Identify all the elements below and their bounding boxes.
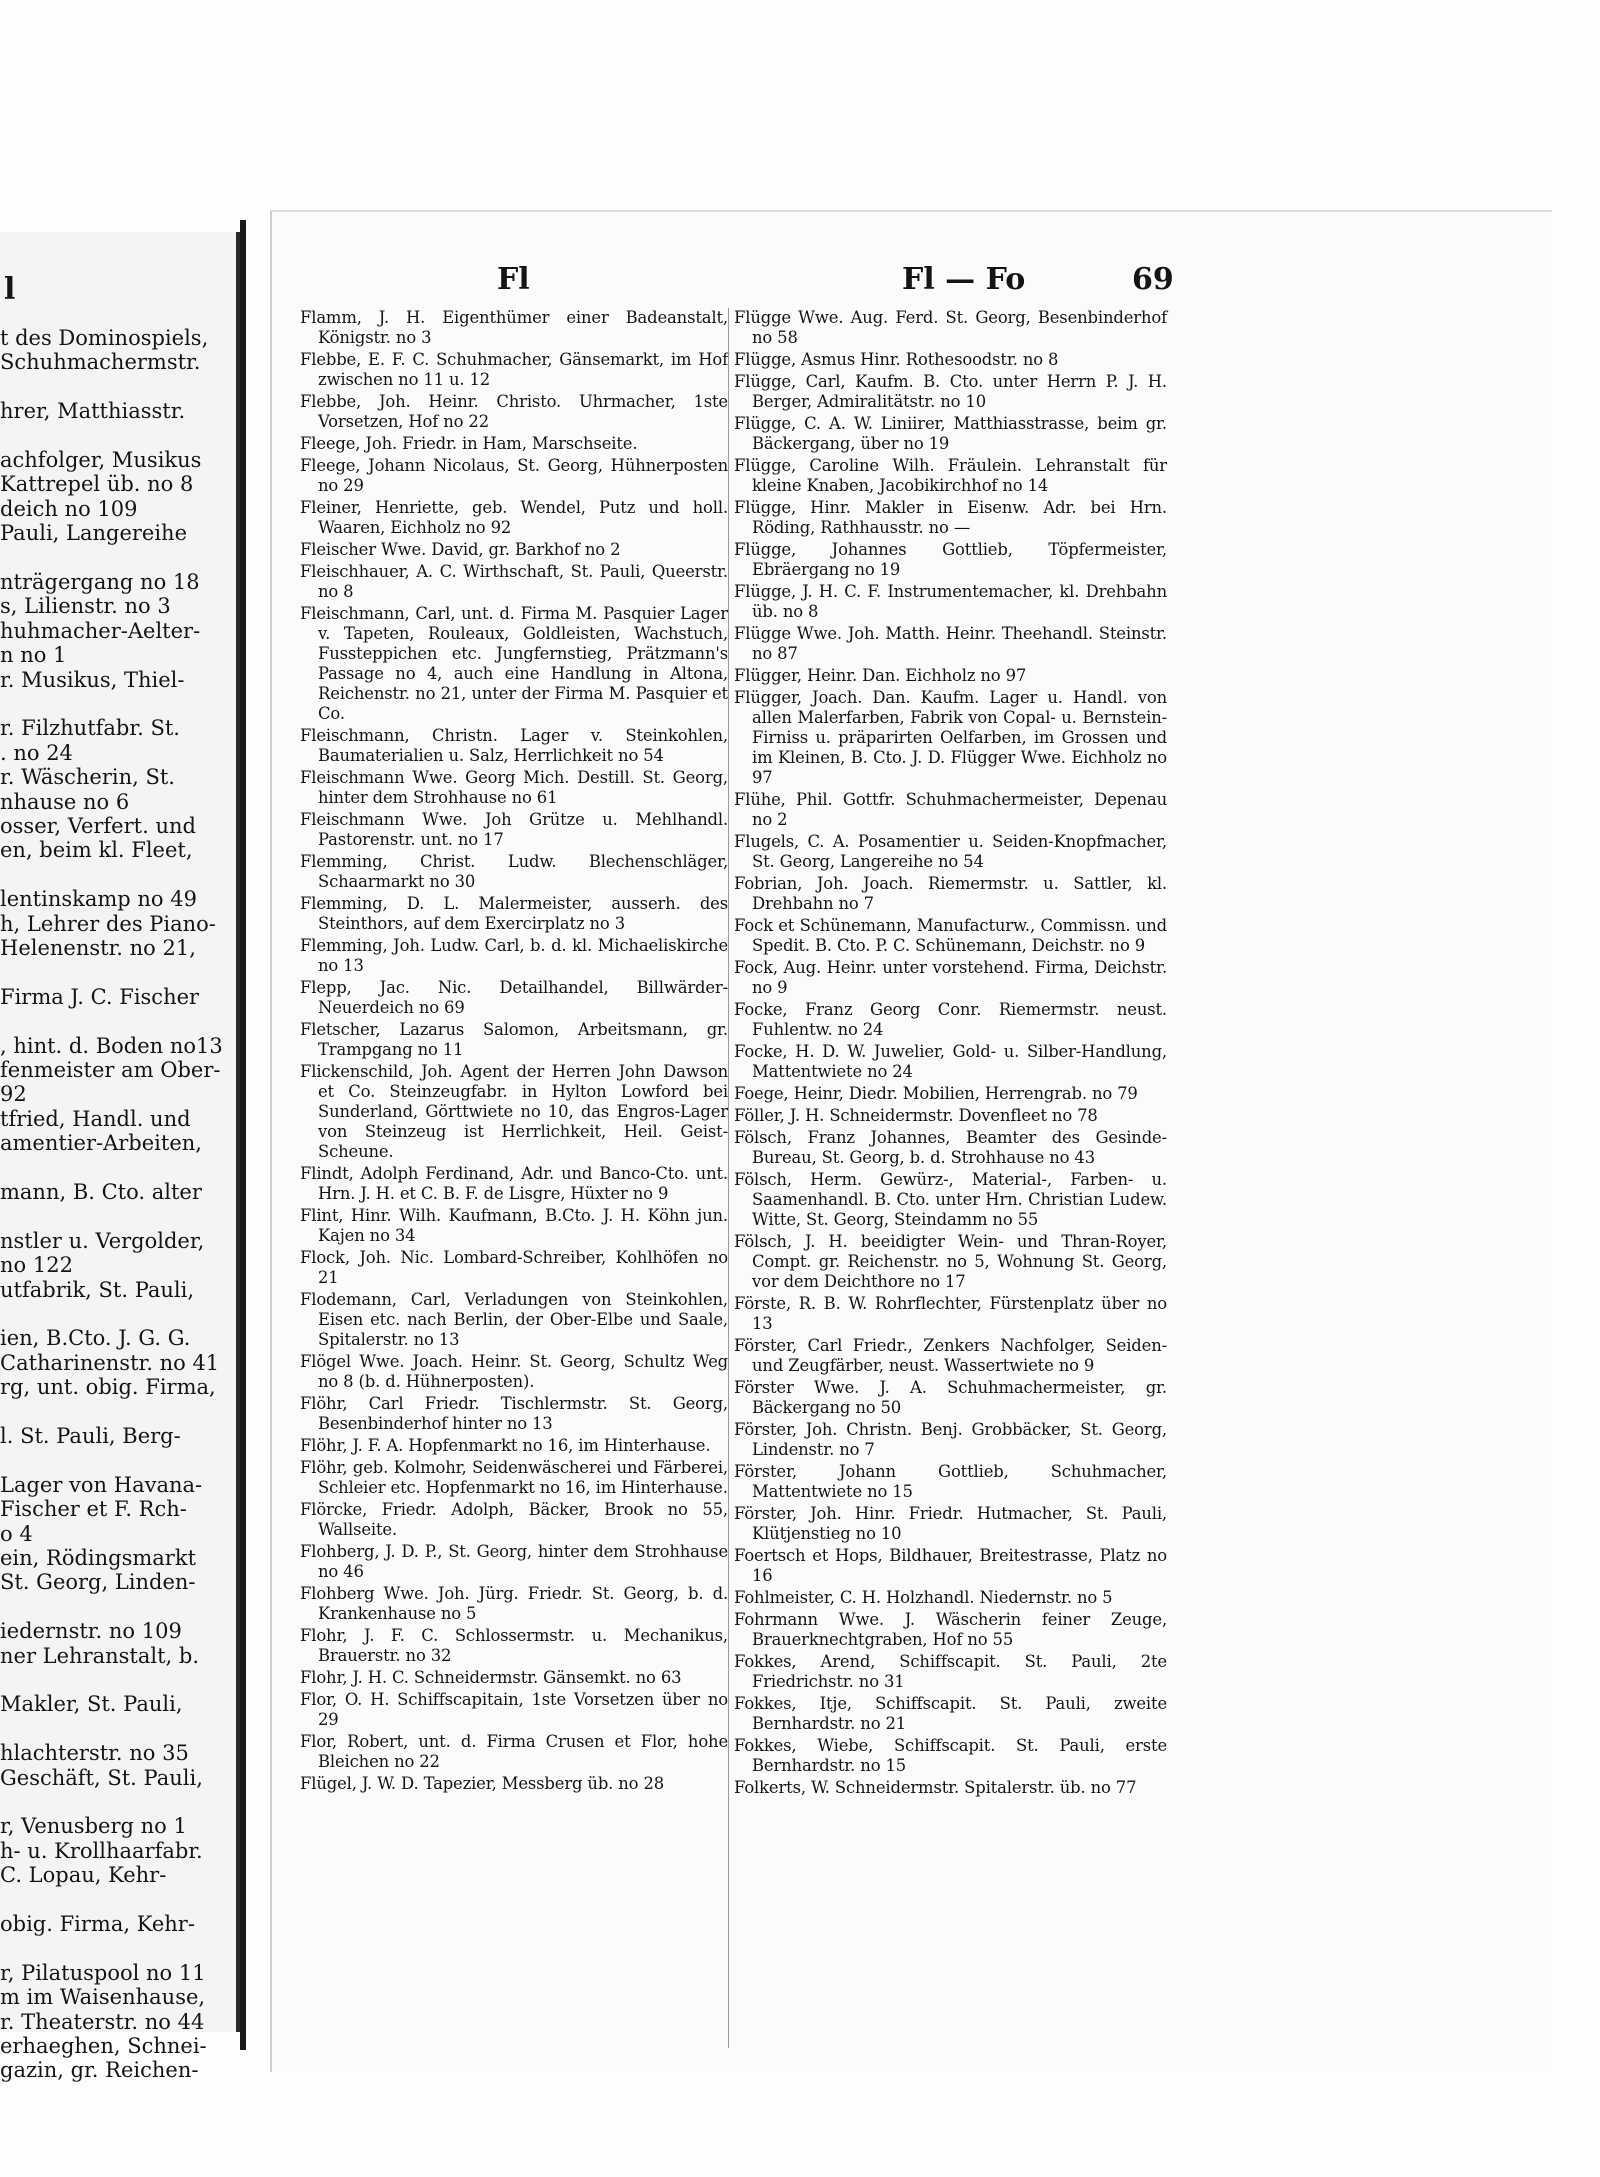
left-page-line: tfried, Handl. und [0, 1106, 191, 1131]
header-right: Fl — Fo [902, 262, 1026, 297]
left-page-line: rg, unt. obig. Firma, [0, 1375, 216, 1400]
directory-entry: Fleischhauer, A. C. Wirthschaft, St. Pauli, Queerstr. no 8 [300, 562, 728, 601]
directory-column-right [734, 308, 1167, 2048]
left-page-line: no 122 [0, 1253, 73, 1278]
directory-entry: Fleege, Joh. Friedr. in Ham, Marschseite. [300, 434, 638, 453]
directory-entry: Focke, H. D. W. Juwelier, Gold- u. Silber-Handlung, Mattentwiete no 24 [734, 1042, 1167, 1081]
left-page-letter: l [4, 272, 16, 307]
left-page-line: h- u. Krollhaarfabr. [0, 1838, 203, 1863]
directory-entry: Flügger, Heinr. Dan. Eichholz no 97 [734, 666, 1027, 685]
left-page-line: Catharinenstr. no 41 [0, 1350, 220, 1375]
left-page-line: huhmacher-Aelter- [0, 618, 201, 643]
left-page-line: r, Venusberg no 1 [0, 1814, 187, 1839]
left-page-line: amentier-Arbeiten, [0, 1131, 202, 1156]
left-page-line: hlachterstr. no 35 [0, 1741, 189, 1766]
directory-entry: Fleischmann Wwe. Georg Mich. Destill. St. Georg, hinter dem Strohhause no 61 [300, 768, 728, 807]
left-page-line: obig. Firma, Kehr- [0, 1912, 195, 1936]
left-page-line: fenmeister am Ober- [0, 1058, 221, 1082]
left-page-line: Firma J. C. Fischer [0, 984, 200, 1009]
directory-entry: Flock, Joh. Nic. Lombard-Schreiber, Kohlhöfen no 21 [300, 1248, 728, 1287]
left-page-line: achfolger, Musikus [0, 448, 202, 472]
left-page-line: erhaeghen, Schnei- [0, 2034, 207, 2058]
directory-entry: Flohberg Wwe. Joh. Jürg. Friedr. St. Georg, b. d. Krankenhause no 5 [300, 1584, 728, 1623]
left-page-line: r. Wäscherin, St. [0, 765, 175, 790]
left-page-line: Helenenstr. no 21, [0, 936, 196, 960]
directory-entry: Fletscher, Lazarus Salomon, Arbeitsmann, gr. Trampgang no 11 [300, 1020, 728, 1059]
directory-entry: Foege, Heinr, Diedr. Mobilien, Herrengrab. no 79 [734, 1084, 1138, 1103]
directory-entry: Fokkes, Arend, Schiffscapit. St. Pauli, 2te Friedrichstr. no 31 [734, 1652, 1167, 1691]
left-page-line: ein, Rödingsmarkt [0, 1546, 197, 1570]
directory-entry: Flügge, Carl, Kaufm. B. Cto. unter Herrn P. J. H. Berger, Admiralitätstr. no 10 [734, 372, 1167, 411]
directory-entry: Folkerts, W. Schneidermstr. Spitalerstr. üb. no 77 [734, 1778, 1137, 1797]
left-page-line: St. Georg, Linden- [0, 1570, 196, 1595]
directory-entry: Flügge, Hinr. Makler in Eisenw. Adr. bei Hrn. Röding, Rathhausstr. no — [734, 498, 1167, 537]
directory-entry: Förster, Joh. Christn. Benj. Grobbäcker, St. Georg, Lindenstr. no 7 [734, 1420, 1167, 1459]
header-left: Fl [497, 262, 530, 297]
left-page-line: en, beim kl. Fleet, [0, 838, 193, 863]
directory-entry: Förster Wwe. J. A. Schuhmachermeister, gr. Bäckergang no 50 [734, 1378, 1167, 1417]
directory-entry: Flohberg, J. D. P., St. Georg, hinter dem Strohhause no 46 [300, 1542, 728, 1581]
left-page-line: , hint. d. Boden no13 [0, 1033, 223, 1058]
directory-entry: Flügger, Joach. Dan. Kaufm. Lager u. Handl. von allen Malerfarben, Fabrik von Copal- u. Bernstein-Firniss u. präparirten Oelfarben, im Grossen und im Kleinen, B. Cto. J. D. Flügger Wwe. Eichholz no 97 [734, 688, 1167, 787]
left-page-line: hrer, Matthiasstr. [0, 399, 186, 424]
directory-entry: Flor, O. H. Schiffscapitain, 1ste Vorsetzen über no 29 [300, 1690, 728, 1729]
left-page-line: t des Dominospiels, [0, 326, 209, 350]
directory-entry: Flügge Wwe. Joh. Matth. Heinr. Theehandl. Steinstr. no 87 [734, 624, 1167, 663]
page-header [272, 262, 1452, 306]
left-page-line: Fischer et F. Rch- [0, 1497, 187, 1522]
left-page-line: r, Pilatuspool no 11 [0, 1960, 206, 1985]
left-page-line: deich no 109 [0, 496, 138, 521]
directory-entry: Flügge, J. H. C. F. Instrumentemacher, kl. Drehbahn üb. no 8 [734, 582, 1167, 621]
directory-entry: Flor, Robert, unt. d. Firma Crusen et Flor, hohe Bleichen no 22 [300, 1732, 728, 1771]
left-page-line: ner Lehranstalt, b. [0, 1643, 200, 1668]
directory-entry: Flemming, D. L. Malermeister, ausserh. des Steinthors, auf dem Exercirplatz no 3 [300, 894, 728, 933]
directory-entry: Föller, J. H. Schneidermstr. Dovenfleet no 78 [734, 1106, 1098, 1125]
directory-entry: Flühe, Phil. Gottfr. Schuhmachermeister, Depenau no 2 [734, 790, 1167, 829]
directory-entry: Flemming, Joh. Ludw. Carl, b. d. kl. Michaeliskirche no 13 [300, 936, 728, 975]
directory-entry: Flindt, Adolph Ferdinand, Adr. und Banco-Cto. unt. Hrn. J. H. et C. B. F. de Lisgre, Hüxter no 9 [300, 1164, 728, 1203]
directory-entry: Flohr, J. F. C. Schlossermstr. u. Mechanikus, Brauerstr. no 32 [300, 1626, 728, 1665]
directory-entry: Fleege, Johann Nicolaus, St. Georg, Hühnerposten no 29 [300, 456, 728, 495]
left-page-line: Lager von Havana- [0, 1472, 203, 1497]
left-page-line: Geschäft, St. Pauli, [0, 1765, 203, 1790]
left-page-line: osser, Verfert. und [0, 814, 196, 838]
directory-entry: Flöhr, J. F. A. Hopfenmarkt no 16, im Hinterhause. [300, 1436, 711, 1455]
directory-entry: Fobrian, Joh. Joach. Riemermstr. u. Sattler, kl. Drehbahn no 7 [734, 874, 1167, 913]
left-page-fragment [0, 232, 240, 2083]
directory-entry: Fock, Aug. Heinr. unter vorstehend. Firma, Deichstr. no 9 [734, 958, 1167, 997]
directory-entry: Fohrmann Wwe. J. Wäscherin feiner Zeuge, Brauerknechtgraben, Hof no 55 [734, 1610, 1167, 1649]
left-page-line: gazin, gr. Reichen- [0, 2058, 199, 2083]
left-page-line: Kattrepel üb. no 8 [0, 472, 194, 497]
left-page-line: h, Lehrer des Piano- [0, 911, 216, 936]
directory-entry: Focke, Franz Georg Conr. Riemermstr. neust. Fuhlentw. no 24 [734, 1000, 1167, 1039]
left-page-line: iedernstr. no 109 [0, 1619, 182, 1644]
directory-entry: Flodemann, Carl, Verladungen von Steinkohlen, Eisen etc. nach Berlin, der Ober-Elbe und Saale, Spitalerstr. no 13 [300, 1290, 728, 1349]
left-page-line: Makler, St. Pauli, [0, 1692, 183, 1717]
directory-entry: Flebbe, E. F. C. Schuhmacher, Gänsemarkt, im Hof zwischen no 11 u. 12 [300, 350, 728, 389]
directory-entry: Flügge Wwe. Aug. Ferd. St. Georg, Besenbinderhof no 58 [734, 308, 1167, 347]
directory-entry: Flamm, J. H. Eigenthümer einer Badeanstalt, Königstr. no 3 [300, 308, 728, 347]
directory-entry: Förster, Johann Gottlieb, Schuhmacher, Mattentwiete no 15 [734, 1462, 1167, 1501]
left-page-line: m im Waisenhause, [0, 1985, 206, 2010]
left-page-line: l. St. Pauli, Berg- [0, 1424, 181, 1448]
directory-entry: Fölsch, Franz Johannes, Beamter des Gesinde-Bureau, St. Georg, b. d. Strohhause no 43 [734, 1128, 1167, 1167]
directory-entry: Fölsch, J. H. beeidigter Wein- und Thran-Royer, Compt. gr. Reichenstr. no 5, Wohnung St. Georg, vor dem Deichthore no 17 [734, 1232, 1167, 1291]
left-page-line: o 4 [0, 1521, 33, 1546]
left-page-line: nstler u. Vergolder, [0, 1228, 205, 1253]
directory-entry: Fock et Schünemann, Manufacturw., Commissn. und Spedit. B. Cto. P. C. Schünemann, Deichstr. no 9 [734, 916, 1167, 955]
directory-entry: Fleischmann, Christn. Lager v. Steinkohlen, Baumaterialien u. Salz, Herrlichkeit no 54 [300, 726, 728, 765]
directory-entry: Fleischer Wwe. David, gr. Barkhof no 2 [300, 540, 621, 559]
directory-entry: Flügge, Caroline Wilh. Fräulein. Lehranstalt für kleine Knaben, Jacobikirchhof no 14 [734, 456, 1167, 495]
directory-entry: Fohlmeister, C. H. Holzhandl. Niedernstr. no 5 [734, 1588, 1113, 1607]
directory-entry: Fleischmann Wwe. Joh Grütze u. Mehlhandl. Pastorenstr. unt. no 17 [300, 810, 728, 849]
directory-entry: Fokkes, Wiebe, Schiffscapit. St. Pauli, erste Bernhardstr. no 15 [734, 1736, 1167, 1775]
directory-entry: Flickenschild, Joh. Agent der Herren John Dawson et Co. Steinzeugfabr. in Hylton Lowford bei Sunderland, Görttwiete no 10, das Engros-Lager von Steinzeug ist Herrlichkeit, Heil. Geist-Scheune. [300, 1062, 728, 1161]
directory-column-left [300, 308, 728, 2048]
directory-entry: Flügge, C. A. W. Liniirer, Matthiasstrasse, beim gr. Bäckergang, über no 19 [734, 414, 1167, 453]
left-page-line: mann, B. Cto. alter [0, 1180, 202, 1204]
directory-entry: Flemming, Christ. Ludw. Blechenschläger, Schaarmarkt no 30 [300, 852, 728, 891]
left-page-line: 92 [0, 1082, 27, 1107]
directory-entry: Flügge, Johannes Gottlieb, Töpfermeister, Ebräergang no 19 [734, 540, 1167, 579]
left-page-line: r. Theaterstr. no 44 [0, 2009, 205, 2034]
directory-entry: Flepp, Jac. Nic. Detailhandel, Billwärder-Neuerdeich no 69 [300, 978, 728, 1017]
directory-entry: Flügel, J. W. D. Tapezier, Messberg üb. no 28 [300, 1774, 665, 1793]
left-page-line: lentinskamp no 49 [0, 887, 197, 912]
left-page-line: r. Filzhutfabr. St. [0, 716, 180, 741]
directory-entry: Fölsch, Herm. Gewürz-, Material-, Farben- u. Saamenhandl. B. Cto. unter Hrn. Christian Ludew. Witte, St. Georg, Steindamm no 55 [734, 1170, 1167, 1229]
directory-entry: Flögel Wwe. Joach. Heinr. St. Georg, Schultz Weg no 8 (b. d. Hühnerposten). [300, 1352, 728, 1391]
directory-entry: Flöhr, Carl Friedr. Tischlermstr. St. Georg, Besenbinderhof hinter no 13 [300, 1394, 728, 1433]
directory-entry: Foertsch et Hops, Bildhauer, Breitestrasse, Platz no 16 [734, 1546, 1167, 1585]
directory-entry: Fleischmann, Carl, unt. d. Firma M. Pasquier Lager v. Tapeten, Rouleaux, Goldleisten, Wachstuch, Fussteppichen etc. Jungfernstieg, Prätzmann's Passage no 4, auch eine Handlung in Altona, Reichenstr. no 21, unter der Firma M. Pasquier et Co. [300, 604, 728, 723]
left-page-line: . no 24 [0, 740, 73, 765]
left-page-line: Pauli, Langereihe [0, 521, 188, 546]
directory-entry: Flügge, Asmus Hinr. Rothesoodstr. no 8 [734, 350, 1059, 369]
page-number: 69 [1132, 262, 1174, 297]
directory-entry: Flohr, J. H. C. Schneidermstr. Gänsemkt. no 63 [300, 1668, 682, 1687]
directory-entry: Fokkes, Itje, Schiffscapit. St. Pauli, zweite Bernhardstr. no 21 [734, 1694, 1167, 1733]
left-page-line: r. Musikus, Thiel- [0, 667, 185, 692]
directory-entry: Flebbe, Joh. Heinr. Christo. Uhrmacher, 1ste Vorsetzen, Hof no 22 [300, 392, 728, 431]
left-page-line: s, Lilienstr. no 3 [0, 594, 171, 619]
directory-entry: Flint, Hinr. Wilh. Kaufmann, B.Cto. J. H. Köhn jun. Kajen no 34 [300, 1206, 728, 1245]
directory-entry: Flörcke, Friedr. Adolph, Bäcker, Brook no 55, Wallseite. [300, 1500, 728, 1539]
column-divider [728, 308, 729, 2048]
left-page-line: ien, B.Cto. J. G. G. [0, 1326, 191, 1351]
left-page-line: nhause no 6 [0, 789, 130, 814]
left-page-line: n no 1 [0, 643, 67, 668]
directory-entry: Förste, R. B. W. Rohrflechter, Fürstenplatz über no 13 [734, 1294, 1167, 1333]
directory-entry: Förster, Carl Friedr., Zenkers Nachfolger, Seiden- und Zeugfärber, neust. Wassertwiete no 9 [734, 1336, 1167, 1375]
right-page [270, 210, 1552, 2072]
left-page-line: utfabrik, St. Pauli, [0, 1277, 195, 1302]
book-gutter [240, 220, 246, 2050]
directory-entry: Flugels, C. A. Posamentier u. Seiden-Knopfmacher, St. Georg, Langereihe no 54 [734, 832, 1167, 871]
left-page-line: Schuhmachermstr. [0, 350, 201, 375]
directory-entry: Fleiner, Henriette, geb. Wendel, Putz und holl. Waaren, Eichholz no 92 [300, 498, 728, 537]
directory-entry: Förster, Joh. Hinr. Friedr. Hutmacher, St. Pauli, Klütjenstieg no 10 [734, 1504, 1167, 1543]
directory-entry: Flöhr, geb. Kolmohr, Seidenwäscherei und Färberei, Schleier etc. Hopfenmarkt no 16, im Hinterhause. [300, 1458, 728, 1497]
left-page-line: C. Lopau, Kehr- [0, 1863, 167, 1888]
left-page-line: nträgergang no 18 [0, 570, 200, 594]
